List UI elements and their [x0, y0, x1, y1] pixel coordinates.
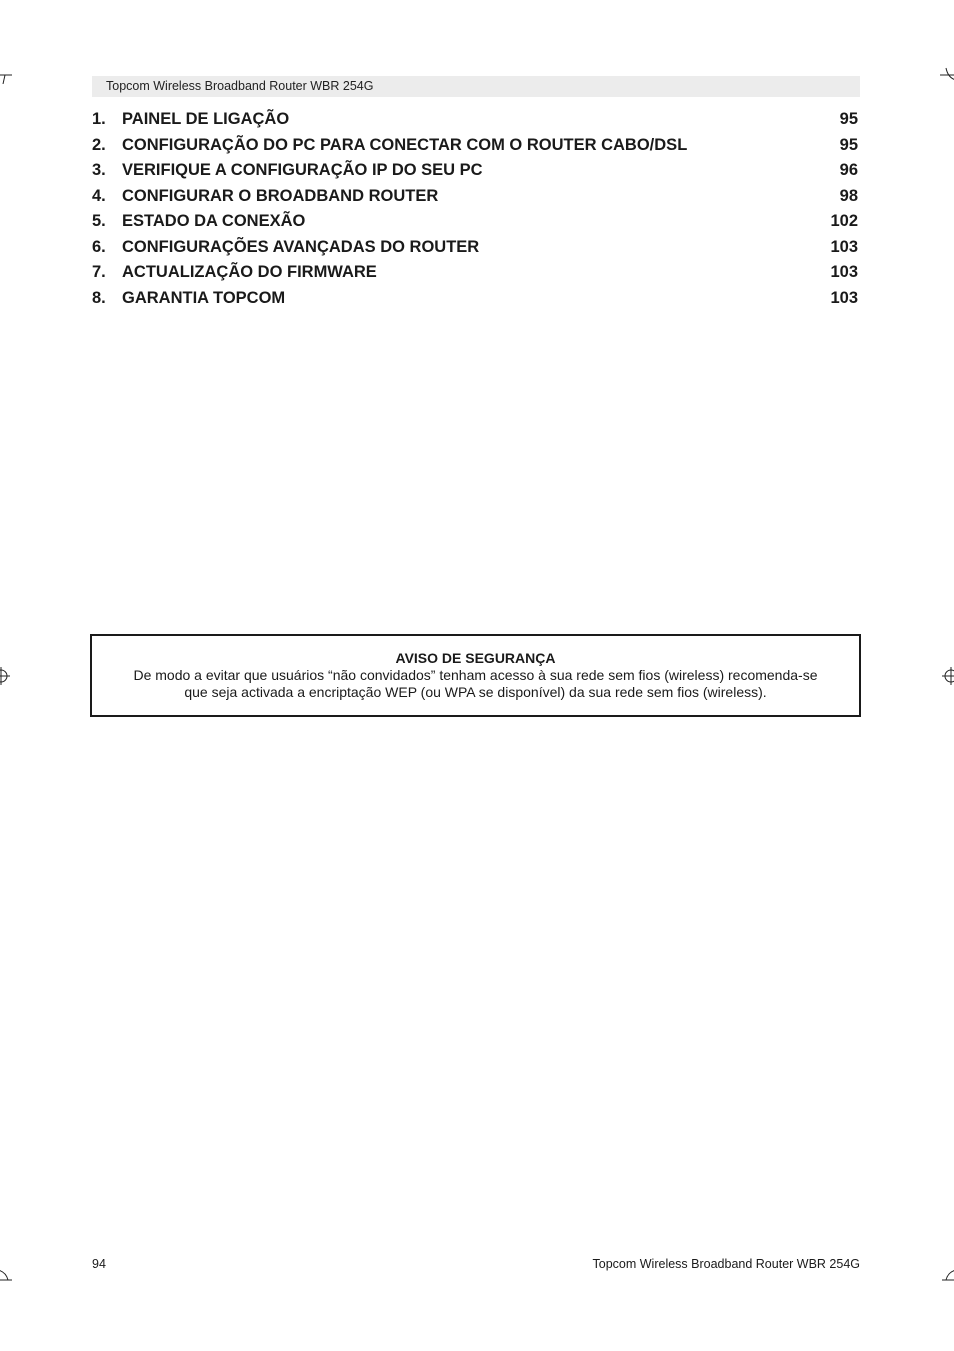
toc-entry-title: CONFIGURAÇÃO DO PC PARA CONECTAR COM O ROUTER CABO/DSL: [122, 135, 688, 154]
toc-entry-page: 103: [830, 263, 858, 281]
toc-entry-title: CONFIGURAR O BROADBAND ROUTER: [122, 186, 439, 205]
safety-notice-line-2: que seja activada a encriptação WEP (ou WPA se disponível) da sua rede sem fios (wireless).: [184, 684, 767, 700]
running-header: [92, 76, 860, 97]
toc-entry-title: VERIFIQUE A CONFIGURAÇÃO IP DO SEU PC: [122, 161, 483, 179]
safety-notice-title: AVISO DE SEGURANÇA: [395, 650, 556, 666]
safety-notice-box: [90, 634, 861, 717]
footer-page-number: 94: [92, 1257, 106, 1271]
registration-mark-bottom-left-icon: [0, 1266, 16, 1284]
toc-entry[interactable]: [92, 110, 858, 136]
toc-entry-title: PAINEL DE LIGAÇÃO: [122, 110, 290, 128]
footer-title: Topcom Wireless Broadband Router WBR 254G: [592, 1257, 860, 1271]
toc-entry-title: ACTUALIZAÇÃO DO FIRMWARE: [122, 263, 377, 281]
toc-entry-page: 103: [830, 237, 858, 256]
toc-entry-page: 103: [830, 288, 858, 307]
header-title: Topcom Wireless Broadband Router WBR 254G: [106, 79, 374, 93]
registration-mark-bottom-right-icon: [938, 1266, 954, 1284]
toc-entry[interactable]: [92, 212, 858, 238]
toc-entry-title: ESTADO DA CONEXÃO: [122, 212, 306, 230]
toc-entry-number: 5.: [92, 212, 106, 230]
toc-entry-title: GARANTIA TOPCOM: [122, 288, 286, 307]
toc-entry-page: 98: [839, 186, 858, 205]
toc-entry-number: 7.: [92, 263, 106, 281]
toc-entry-page: 102: [830, 212, 858, 230]
toc-entry-number: 2.: [92, 135, 106, 154]
toc-entry-number: 1.: [92, 110, 106, 128]
toc-entry-title: CONFIGURAÇÕES AVANÇADAS DO ROUTER: [122, 237, 480, 256]
registration-mark-mid-left-icon: [0, 667, 12, 685]
toc-entry-number: 4.: [92, 186, 106, 205]
toc-entry-page: 96: [839, 161, 858, 179]
toc-entry[interactable]: [92, 136, 858, 162]
toc-entry[interactable]: [92, 161, 858, 187]
registration-mark-top-left-icon: [0, 66, 16, 84]
table-of-contents: [92, 110, 858, 314]
toc-entry-number: 3.: [92, 161, 106, 179]
toc-entry[interactable]: [92, 263, 858, 289]
toc-entry-number: 8.: [92, 288, 106, 307]
toc-entry[interactable]: [92, 187, 858, 213]
registration-mark-mid-right-icon: [940, 667, 954, 685]
toc-entry-page: 95: [839, 110, 858, 128]
toc-entry-number: 6.: [92, 237, 106, 256]
toc-entry[interactable]: [92, 238, 858, 264]
registration-mark-top-right-icon: [938, 66, 954, 84]
safety-notice-line-1: De modo a evitar que usuários “não convidados” tenham acesso à sua rede sem fios (wireless) recomenda-se: [133, 667, 818, 683]
toc-entry-page: 95: [839, 135, 858, 154]
toc-entry[interactable]: [92, 289, 858, 315]
